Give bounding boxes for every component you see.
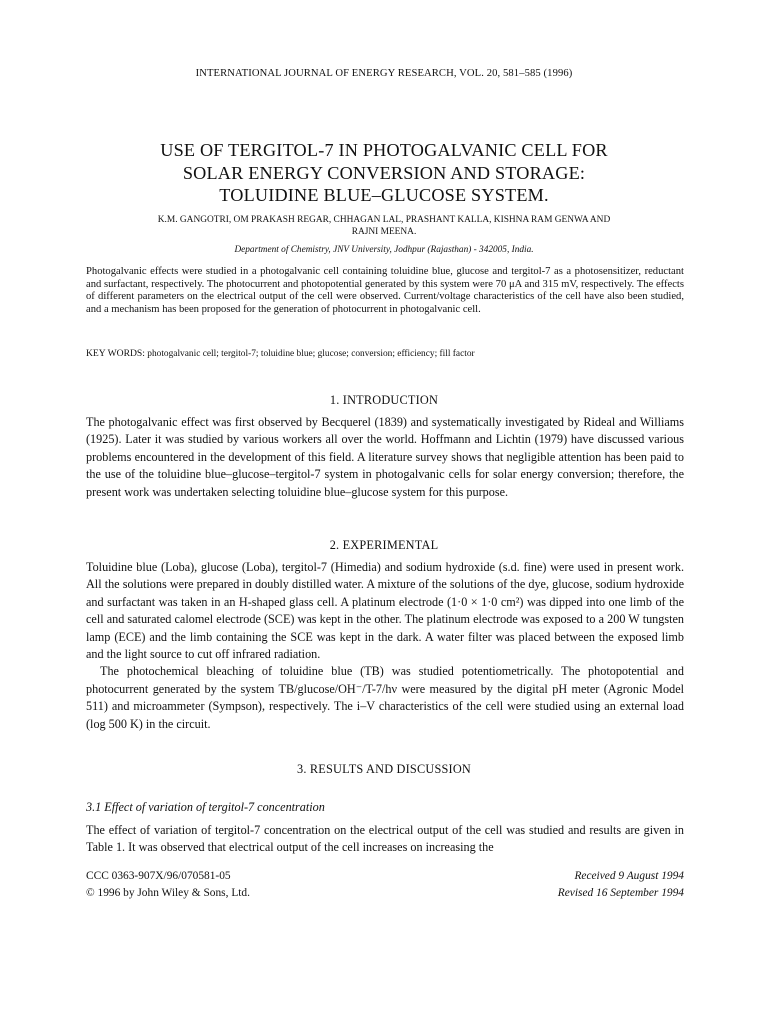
abstract: Photogalvanic effects were studied in a photogalvanic cell containing toluidine blue, glucose and tergitol-7 as a photosensitizer, reductant and surfactant, respectively. The photocurrent and photopotential generated by this system were 70 μA and 315 mV, respectively. The effects of different parameters on the electrical output of the cell were observed. Current/voltage characteristics of the cell have also been studied, and a mechanism has been proposed for the generation of photocurrent in photogalvanic cell. bbox=[86, 266, 684, 315]
footer-dates bbox=[558, 868, 684, 902]
footer-received-date: Received 9 August 1994 bbox=[574, 870, 684, 882]
keywords-label: KEY WORDS: bbox=[86, 348, 145, 359]
footer-copyright: © 1996 by John Wiley & Sons, Ltd. bbox=[86, 887, 250, 899]
footer-publication-info bbox=[86, 868, 250, 902]
experimental-paragraph-1: Toluidine blue (Loba), glucose (Loba), tergitol-7 (Himedia) and sodium hydroxide (s.d. fine) were used in present work. All the solutions were prepared in doubly distilled water. A mixture of the solutions of the dye, glucose, sodium hydroxide and surfactant was taken in an H-shaped glass cell. A platinum electrode (1·0 × 1·0 cm²) was dipped into one limb of the cell and saturated calomel electrode (SCE) was kept in the other. The platinum electrode was exposed to a 200 W tungsten lamp (ECE) and the limb containing the SCE was kept in the dark. A water filter was placed between the exposed limb and the light source to cut off infrared radiation. bbox=[86, 560, 684, 662]
keywords-text: photogalvanic cell; tergitol-7; toluidine blue; glucose; conversion; efficiency; fill factor bbox=[147, 349, 475, 359]
subsection-heading-tergitol: 3.1 Effect of variation of tergitol-7 concentration bbox=[86, 800, 325, 814]
section-heading-introduction: 1. INTRODUCTION bbox=[329, 393, 439, 407]
authors-line-2: RAJNI MEENA. bbox=[351, 227, 417, 238]
footer-ccc-code: CCC 0363-907X/96/070581-05 bbox=[86, 870, 231, 882]
experimental-text bbox=[86, 559, 684, 733]
article-title bbox=[60, 139, 708, 207]
results-paragraph: The effect of variation of tergitol-7 concentration on the electrical output of the cell was studied and results are given in Table 1. It was observed that electrical output of the cell increases on increasing the bbox=[86, 823, 684, 855]
author-list bbox=[105, 214, 663, 239]
authors-line-1: K.M. GANGOTRI, OM PRAKASH REGAR, CHHAGAN LAL, PRASHANT KALLA, KISHNA RAM GENWA AND bbox=[157, 215, 611, 225]
title-line-2: SOLAR ENERGY CONVERSION AND STORAGE: bbox=[182, 162, 586, 183]
experimental-paragraph-2: The photochemical bleaching of toluidine blue (TB) was studied potentiometrically. The photopotential and photocurrent generated by the system TB/glucose/OH⁻/T-7/hν were measured by the digital pH meter (Agronic Model 511) and microammeter (Sympson), respectively. The i–V characteristics of the cell were studied using an external load (log 500 K) in the circuit. bbox=[86, 664, 684, 731]
title-line-1: USE OF TERGITOL-7 IN PHOTOGALVANIC CELL FOR bbox=[160, 140, 608, 160]
keywords bbox=[86, 348, 684, 359]
results-text bbox=[86, 822, 684, 857]
journal-header: INTERNATIONAL JOURNAL OF ENERGY RESEARCH, VOL. 20, 581–585 (1996) bbox=[195, 68, 573, 79]
footer-revised-date: Revised 16 September 1994 bbox=[557, 887, 684, 899]
introduction-paragraph: The photogalvanic effect was first observed by Becquerel (1839) and systematically investigated by Rideal and Williams (1925). Later it was studied by various workers all over the world. Hoffmann and Lichtin (1979) have discussed various problems encountered in the development of this field. A literature survey shows that negligible attention has been paid to the use of the toluidine blue–glucose–tergitol-7 system in photogalvanic cells for solar energy conversion; therefore, the present work was undertaken selecting toluidine blue–glucose system for this purpose. bbox=[86, 415, 684, 499]
affiliation: Department of Chemistry, JNV University, Jodhpur (Rajasthan) - 342005, India. bbox=[234, 245, 534, 255]
section-heading-experimental: 2. EXPERIMENTAL bbox=[329, 538, 439, 552]
introduction-text bbox=[86, 414, 684, 501]
section-heading-results: 3. RESULTS AND DISCUSSION bbox=[296, 762, 471, 776]
title-line-3: TOLUIDINE BLUE–GLUCOSE SYSTEM. bbox=[219, 185, 549, 205]
